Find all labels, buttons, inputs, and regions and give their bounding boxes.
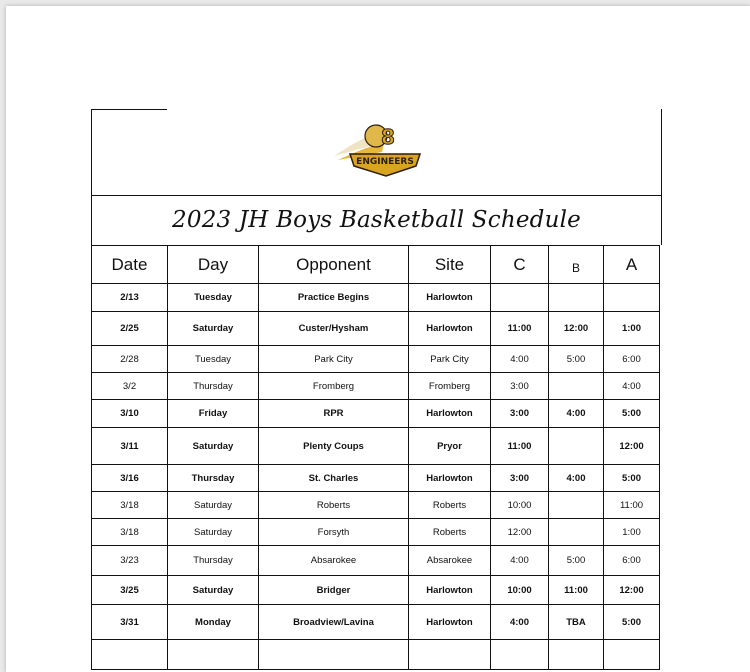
schedule-title: 2023 JH Boys Basketball Schedule xyxy=(172,207,581,233)
cell-site: Park City xyxy=(409,346,491,373)
cell-b: 5:00 xyxy=(549,546,604,576)
cell-opponent: Plenty Coups xyxy=(259,428,409,465)
cell-b xyxy=(549,492,604,519)
cell-day: Tuesday xyxy=(168,284,259,312)
cell-b xyxy=(549,284,604,312)
column-header-date: Date xyxy=(92,246,168,284)
logo-text: ENGINEERS xyxy=(356,157,414,167)
cell-c: 11:00 xyxy=(491,428,549,465)
cell-a: 4:00 xyxy=(604,373,660,400)
column-header-site: Site xyxy=(409,246,491,284)
table-row xyxy=(92,373,660,400)
cell-c: 11:00 xyxy=(491,312,549,346)
cell-a: 12:00 xyxy=(604,428,660,465)
table-row xyxy=(92,284,660,312)
cell-c: 10:00 xyxy=(491,492,549,519)
cell-a: 1:00 xyxy=(604,519,660,546)
cell-opponent: Forsyth xyxy=(259,519,409,546)
cell-date: 3/16 xyxy=(92,465,168,492)
cell-opponent: Park City xyxy=(259,346,409,373)
cell-b: 11:00 xyxy=(549,576,604,605)
cell-a: 12:00 xyxy=(604,576,660,605)
cell-c: 3:00 xyxy=(491,373,549,400)
cell-a xyxy=(604,640,660,670)
table-row xyxy=(92,640,660,670)
cell-a: 5:00 xyxy=(604,465,660,492)
column-header-a: A xyxy=(604,246,660,284)
cell-day: Tuesday xyxy=(168,346,259,373)
cell-a: 5:00 xyxy=(604,400,660,428)
table-row xyxy=(92,605,660,640)
cell-site: Harlowton xyxy=(409,605,491,640)
cell-day: Saturday xyxy=(168,519,259,546)
cell-day xyxy=(168,640,259,670)
column-header-opponent: Opponent xyxy=(259,246,409,284)
table-row xyxy=(92,400,660,428)
cell-c: 4:00 xyxy=(491,605,549,640)
cell-c xyxy=(491,284,549,312)
cell-date: 3/25 xyxy=(92,576,168,605)
cell-date: 2/25 xyxy=(92,312,168,346)
cell-b: 12:00 xyxy=(549,312,604,346)
cell-date: 3/2 xyxy=(92,373,168,400)
cell-date xyxy=(92,640,168,670)
cell-date: 2/13 xyxy=(92,284,168,312)
cell-site: Roberts xyxy=(409,519,491,546)
cell-opponent: Bridger xyxy=(259,576,409,605)
cell-a: 6:00 xyxy=(604,346,660,373)
cell-opponent: Absarokee xyxy=(259,546,409,576)
cell-day: Thursday xyxy=(168,546,259,576)
cell-b: 4:00 xyxy=(549,400,604,428)
cell-b: 4:00 xyxy=(549,465,604,492)
logo-number: 8 xyxy=(381,125,395,149)
engineers-logo xyxy=(330,116,422,178)
cell-day: Thursday xyxy=(168,373,259,400)
cell-opponent: Practice Begins xyxy=(259,284,409,312)
cell-day: Saturday xyxy=(168,312,259,346)
cell-opponent: Custer/Hysham xyxy=(259,312,409,346)
cell-a: 5:00 xyxy=(604,605,660,640)
table-row xyxy=(92,465,660,492)
cell-opponent: RPR xyxy=(259,400,409,428)
cell-date: 2/28 xyxy=(92,346,168,373)
cell-site: Harlowton xyxy=(409,400,491,428)
schedule-table xyxy=(91,245,660,670)
cell-c: 4:00 xyxy=(491,546,549,576)
cell-day: Saturday xyxy=(168,576,259,605)
cell-date: 3/11 xyxy=(92,428,168,465)
cell-a: 1:00 xyxy=(604,312,660,346)
table-row xyxy=(92,428,660,465)
table-row xyxy=(92,576,660,605)
cell-site: Absarokee xyxy=(409,546,491,576)
cell-date: 3/10 xyxy=(92,400,168,428)
cell-b xyxy=(549,428,604,465)
cell-site xyxy=(409,640,491,670)
table-row xyxy=(92,312,660,346)
cell-date: 3/31 xyxy=(92,605,168,640)
cell-c: 3:00 xyxy=(491,465,549,492)
table-row xyxy=(92,492,660,519)
header-row xyxy=(92,246,660,284)
cell-a: 6:00 xyxy=(604,546,660,576)
cell-date: 3/18 xyxy=(92,492,168,519)
cell-day: Friday xyxy=(168,400,259,428)
cell-site: Roberts xyxy=(409,492,491,519)
cell-day: Saturday xyxy=(168,492,259,519)
cell-a xyxy=(604,284,660,312)
cell-day: Monday xyxy=(168,605,259,640)
cell-day: Thursday xyxy=(168,465,259,492)
cell-site: Harlowton xyxy=(409,576,491,605)
cell-c: 12:00 xyxy=(491,519,549,546)
cell-date: 3/18 xyxy=(92,519,168,546)
cell-b xyxy=(549,519,604,546)
table-row xyxy=(92,546,660,576)
table-row xyxy=(92,346,660,373)
cell-opponent: St. Charles xyxy=(259,465,409,492)
cell-b xyxy=(549,640,604,670)
cell-b: TBA xyxy=(549,605,604,640)
cell-c xyxy=(491,640,549,670)
cell-site: Pryor xyxy=(409,428,491,465)
table-row xyxy=(92,519,660,546)
cell-c: 4:00 xyxy=(491,346,549,373)
cell-c: 10:00 xyxy=(491,576,549,605)
cell-date: 3/23 xyxy=(92,546,168,576)
cell-opponent xyxy=(259,640,409,670)
cell-opponent: Fromberg xyxy=(259,373,409,400)
cell-site: Harlowton xyxy=(409,284,491,312)
cell-b: 5:00 xyxy=(549,346,604,373)
cell-site: Harlowton xyxy=(409,312,491,346)
cell-opponent: Roberts xyxy=(259,492,409,519)
column-header-c: C xyxy=(491,246,549,284)
column-header-day: Day xyxy=(168,246,259,284)
cell-opponent: Broadview/Lavina xyxy=(259,605,409,640)
cell-site: Fromberg xyxy=(409,373,491,400)
cell-c: 3:00 xyxy=(491,400,549,428)
cell-b xyxy=(549,373,604,400)
cell-a: 11:00 xyxy=(604,492,660,519)
column-header-b: B xyxy=(549,246,604,284)
title-box xyxy=(91,195,662,245)
cell-day: Saturday xyxy=(168,428,259,465)
cell-site: Harlowton xyxy=(409,465,491,492)
